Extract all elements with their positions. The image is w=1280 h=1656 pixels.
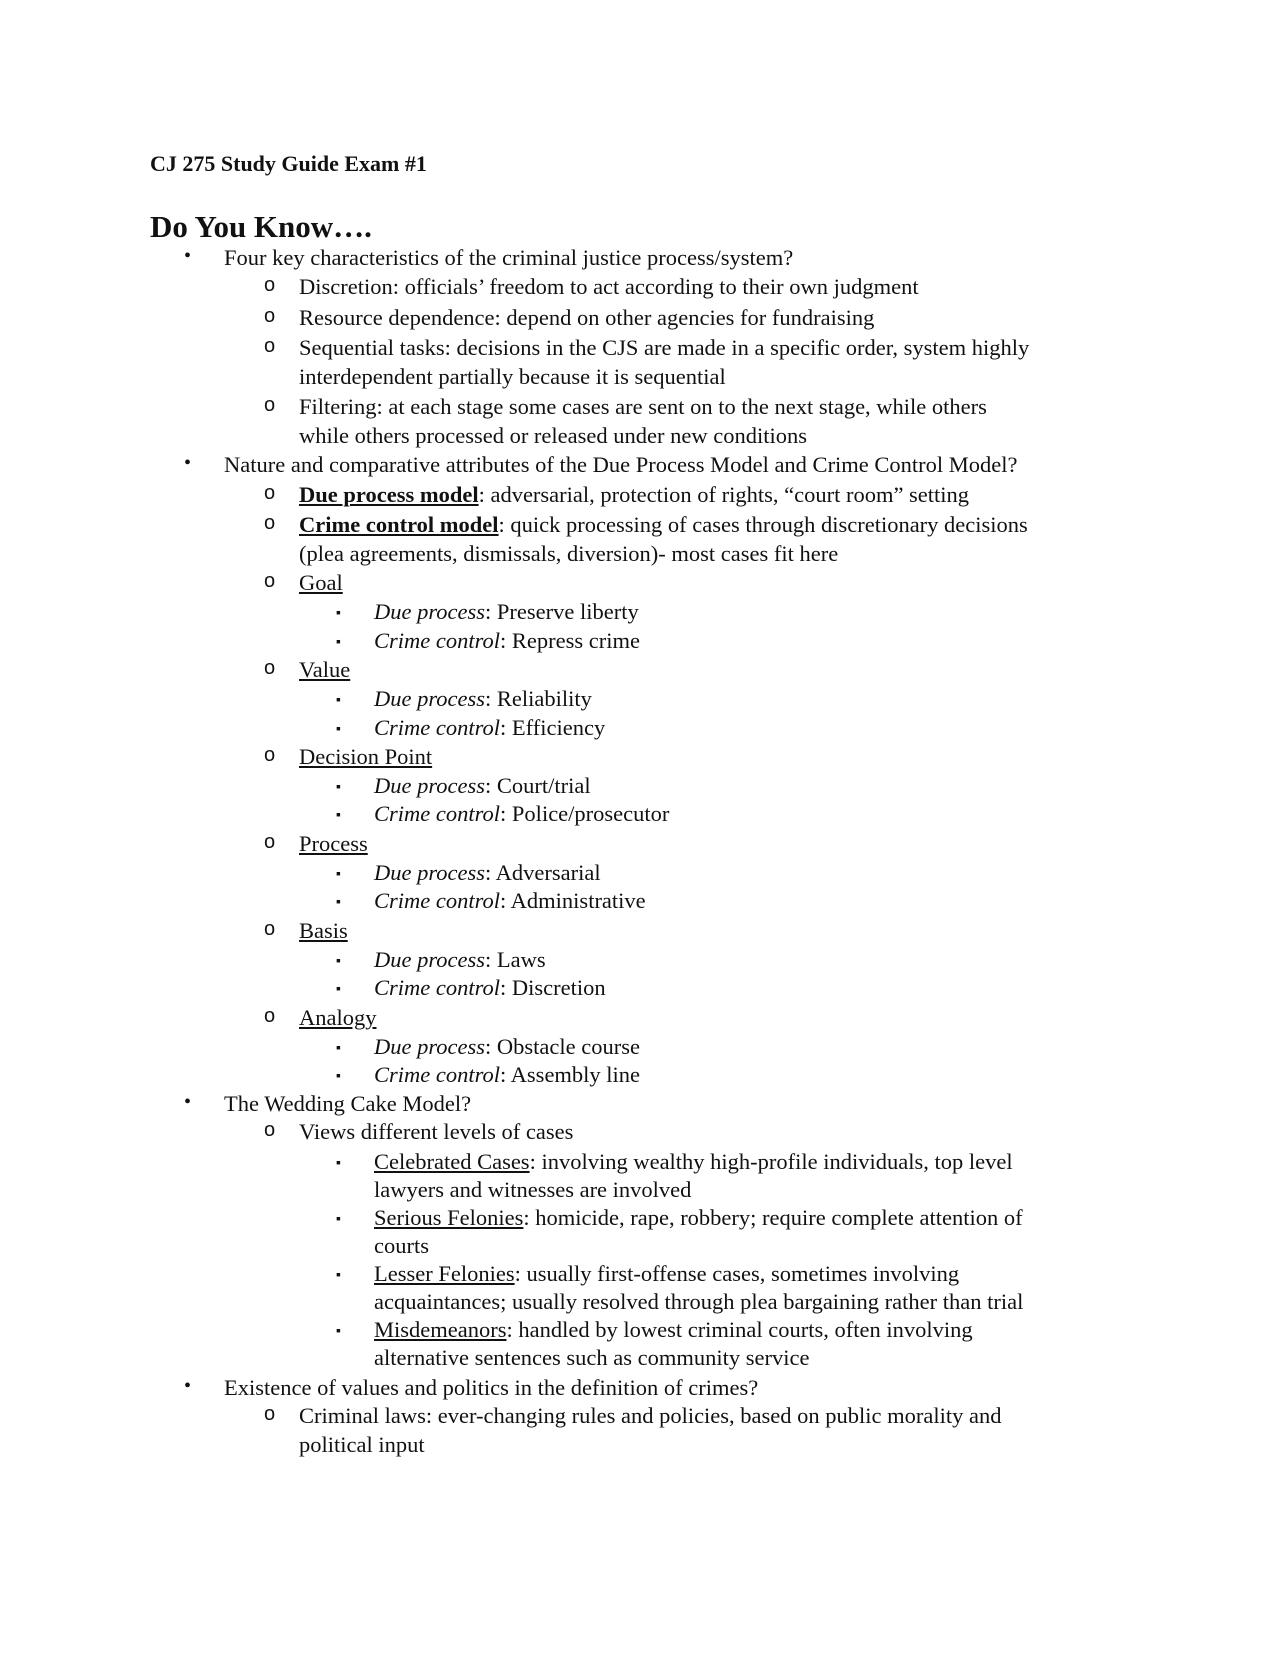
- comparison-crime: Crime control: Police/prosecutor: [374, 801, 670, 826]
- bullet-marker: •: [184, 1375, 192, 1397]
- crime-control-model-label: Crime control model: [299, 512, 499, 537]
- comparison-label-basis: Basis: [299, 918, 348, 943]
- cake-level-serious-felonies: Serious Felonies: homicide, rape, robbery; require complete attention of: [374, 1205, 1023, 1230]
- circle-marker: o: [264, 274, 276, 296]
- square-marker: ▪: [336, 867, 341, 882]
- comparison-label-analogy: Analogy: [299, 1005, 377, 1030]
- list-item: Sequential tasks: decisions in the CJS are made in a specific order, system highly: [299, 335, 1030, 360]
- list-item-continuation: political input: [299, 1432, 425, 1457]
- cake-level-celebrated: Celebrated Cases: involving wealthy high-profile individuals, top level: [374, 1149, 1013, 1174]
- section-heading: Do You Know….: [150, 209, 372, 244]
- circle-marker: o: [264, 482, 276, 504]
- due-process-model-label: Due process model: [299, 482, 479, 507]
- square-marker: ▪: [336, 1212, 341, 1227]
- comparison-due: Due process: Reliability: [374, 686, 592, 711]
- comparison-label-process: Process: [299, 831, 368, 856]
- square-marker: ▪: [336, 895, 341, 910]
- comparison-due: Due process: Preserve liberty: [374, 599, 639, 624]
- square-marker: ▪: [336, 780, 341, 795]
- comparison-due: Due process: Adversarial: [374, 860, 601, 885]
- circle-marker: o: [264, 305, 276, 327]
- circle-marker: o: [264, 570, 276, 592]
- comparison-label-goal: Goal: [299, 570, 343, 595]
- crime-control-model-text: : quick processing of cases through discretionary decisions: [498, 512, 1028, 537]
- square-marker: ▪: [336, 722, 341, 737]
- list-item: Views different levels of cases: [299, 1119, 574, 1144]
- cake-level-lesser-felonies: Lesser Felonies: usually first-offense cases, sometimes involving: [374, 1261, 960, 1286]
- square-marker: ▪: [336, 693, 341, 708]
- question-wedding-cake: The Wedding Cake Model?: [224, 1091, 472, 1116]
- list-item: Criminal laws: ever-changing rules and policies, based on public morality and: [299, 1403, 1002, 1428]
- list-item-continuation: alternative sentences such as community service: [374, 1345, 810, 1370]
- circle-marker: o: [264, 1005, 276, 1027]
- square-marker: ▪: [336, 1069, 341, 1084]
- circle-marker: o: [264, 744, 276, 766]
- list-item-continuation: while others processed or released under new conditions: [299, 423, 807, 448]
- square-marker: ▪: [336, 954, 341, 969]
- square-marker: ▪: [336, 1324, 341, 1339]
- bullet-marker: •: [184, 1091, 192, 1113]
- list-item-continuation: acquaintances; usually resolved through plea bargaining rather than trial: [374, 1289, 1024, 1314]
- circle-marker: o: [264, 831, 276, 853]
- circle-marker: o: [264, 918, 276, 940]
- comparison-crime: Crime control: Efficiency: [374, 715, 606, 740]
- comparison-crime: Crime control: Repress crime: [374, 628, 641, 653]
- due-process-model-item: [299, 480, 1119, 509]
- circle-marker: o: [264, 335, 276, 357]
- due-process-model-text: : adversarial, protection of rights, “court room” setting: [478, 482, 970, 507]
- circle-marker: o: [264, 394, 276, 416]
- list-item: Filtering: at each stage some cases are sent on to the next stage, while others: [299, 394, 987, 419]
- list-item-continuation: (plea agreements, dismissals, diversion)- most cases fit here: [299, 541, 839, 566]
- list-item-continuation: courts: [374, 1233, 429, 1258]
- list-item-continuation: interdependent partially because it is sequential: [299, 364, 726, 389]
- circle-marker: o: [264, 1403, 276, 1425]
- comparison-due: Due process: Obstacle course: [374, 1034, 640, 1059]
- square-marker: ▪: [336, 1156, 341, 1171]
- comparison-label-decision-point: Decision Point: [299, 744, 433, 769]
- circle-marker: o: [264, 657, 276, 679]
- square-marker: ▪: [336, 606, 341, 621]
- square-marker: ▪: [336, 1268, 341, 1283]
- comparison-crime: Crime control: Discretion: [374, 975, 606, 1000]
- question-values-politics: Existence of values and politics in the definition of crimes?: [224, 1375, 759, 1400]
- question-models: Nature and comparative attributes of the Due Process Model and Crime Control Model?: [224, 452, 1018, 477]
- square-marker: ▪: [336, 982, 341, 997]
- comparison-due: Due process: Laws: [374, 947, 546, 972]
- list-item: Resource dependence: depend on other agencies for fundraising: [299, 305, 875, 330]
- list-item-continuation: lawyers and witnesses are involved: [374, 1177, 692, 1202]
- comparison-label-value: Value: [299, 657, 351, 682]
- square-marker: ▪: [336, 808, 341, 823]
- comparison-crime: Crime control: Administrative: [374, 888, 646, 913]
- comparison-crime: Crime control: Assembly line: [374, 1062, 641, 1087]
- comparison-due: Due process: Court/trial: [374, 773, 591, 798]
- square-marker: ▪: [336, 1041, 341, 1056]
- crime-control-model-item: [299, 510, 1119, 539]
- list-item: Discretion: officials’ freedom to act according to their own judgment: [299, 274, 919, 299]
- bullet-marker: •: [184, 452, 192, 474]
- bullet-marker: •: [184, 245, 192, 267]
- circle-marker: o: [264, 512, 276, 534]
- document-title: CJ 275 Study Guide Exam #1: [150, 151, 427, 176]
- circle-marker: o: [264, 1119, 276, 1141]
- square-marker: ▪: [336, 635, 341, 650]
- cake-level-misdemeanors: Misdemeanors: handled by lowest criminal courts, often involving: [374, 1317, 973, 1342]
- question-characteristics: Four key characteristics of the criminal justice process/system?: [224, 245, 794, 270]
